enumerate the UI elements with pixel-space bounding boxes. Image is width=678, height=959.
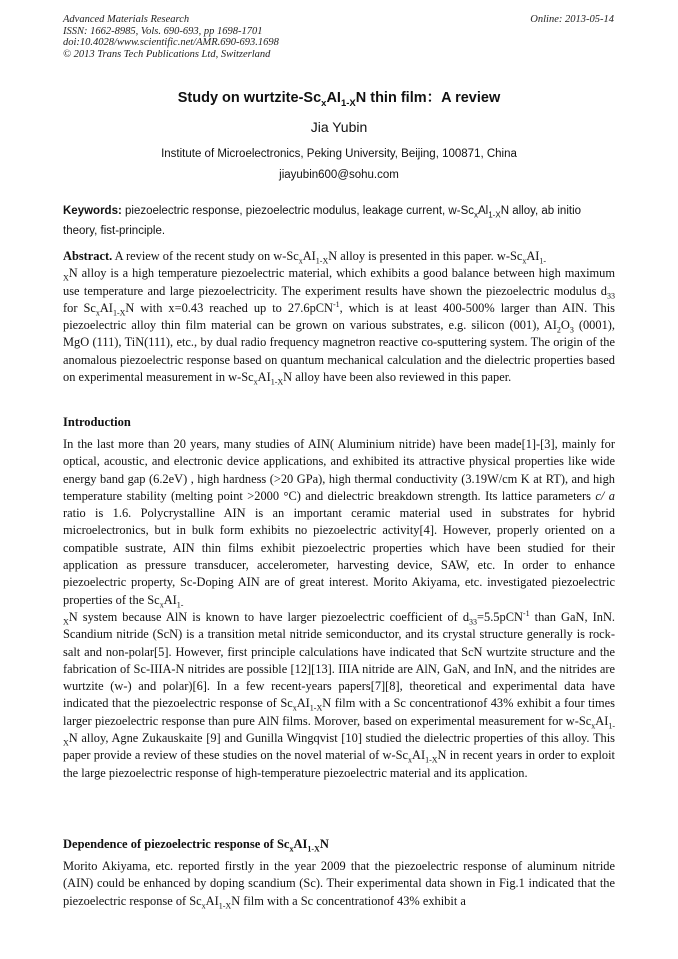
dependence-heading: Dependence of piezoelectric response of $Sc_xAI_{1-X}N$ (63, 837, 329, 854)
keywords-label: Keywords: (63, 205, 122, 217)
doi-line: doi:10.4028/www.scientific.net/AMR.690-693.1698 (63, 37, 279, 48)
copyright-line: © 2013 Trans Tech Publications Ltd, Switzerland (63, 48, 271, 60)
paper-title: Study on wurtzite-$Sc_xAI_{1-X}N$ thin film：A review (177, 90, 501, 109)
introduction-heading: Introduction (63, 415, 131, 429)
issn-line: ISSN: 1662-8985, Vols. 690-693, pp 1698-1701 (63, 25, 263, 37)
affiliation: Institute of Microelectronics, Peking University, Beijing, 100871, China (161, 148, 517, 160)
keywords: Keywords: piezoelectric response, piezoelectric modulus, leakage current, $w-Sc_xAl_{1-X}N$ alloy, ab initio theory, fist-principle. (63, 205, 582, 238)
author-email: jiayubin600@sohu.com (279, 169, 399, 181)
journal-name: Advanced Materials Research (63, 14, 190, 25)
dependence-text: Morito Akiyama, etc. reported firstly in the year 2009 that the piezoelectric response of aluminum nitride (AIN) could be enhanced by doping scandium (Sc). Their experimental data shown in Fig.1 indicated that the piezoelectric response of $Sc_xAI_{1-X}N$ film with a Sc concentrationof 43% exhibit a (63, 859, 615, 911)
abstract-label: Abstract. (63, 249, 113, 263)
online-date: Online: 2013-05-14 (530, 14, 614, 25)
abstract: Abstract. A review of the recent study on $w-Sc_xAI_{1-X}N$ alloy is presented in this paper. $w-Sc_xAI_{1-}$ $_X$N alloy is a high temperature piezoelectric material, which exhibits a good balance between high maximum use temperature and large piezoelectricity. The experiment results have shown the piezoelectric modulus $d_{33}$ for $Sc_xAI_{1-X}N$ with x=0.43 reached up to 27.6pCN$^{-1}$, which is at least 400-500% larger than AIN. This piezoelectric alloy thin film material can be grown on various substrates, e.g. silicon (001), $AI_2O_3$ (0001), MgO (111), TiN(111), etc., by dual radio frequency magnetron reactive co-sputtering system. The origin of the anomalous piezoelectric response based on quantum mechanical calculation and the dielectric properties based on experimental measurement in $w-Sc_xAI_{1-X}N$ alloy have been also reviewed in this paper. (63, 249, 615, 387)
author-name: Jia Yubin (310, 119, 368, 135)
journal-header (63, 14, 279, 60)
introduction-text: In the last more than 20 years, many studies of AIN( Aluminium nitride) have been made[1]-[3], mainly for optical, acoustic, and electronic device applications, and exhibited its attractive physical properties like wide energy band gap (6.2eV) , high hardness (>20 GPa), high thermal conductivity (3.19W/cm K at RT), and high temperature stability (melting point >2000 °C) and dielectric breakdown strength. Its lattice parameters c/ a ratio is 1.6. Polycrystalline AIN is an important ceramic material used in substrates for hybrid microelectronics, but in bulk form exhibits no piezoelectric activity[4]. However, properly oriented on a compatible sustrate, AIN thin films exhibit piezoelectric properties which have been studied for their application as pressure transducer, accelerometer, harvesting device, SAW, etc. In order to enhance piezoelectric property, Sc-Doping AIN are of great interest. Morito Akiyama, etc. investigated piezoelectric properties of the $Sc_xAI_{1-}$ $_X$N system because AlN is known to have larger piezoelectric coefficient of $d_{33}=5.5pCN^{-1}$ than GaN, InN. Scandium nitride (ScN) is a transition metal nitride semiconductor, and its crystal structure generally is rock-salt and non-polar[5]. However, first principle calculations have indicated that ScN wurtzite structure and the fabrication of Sc-IIIA-N nitrides are possible [12][13]. IIIA nitride are AlN, GaN, and InN, and the nitrides are wurtzite (w-) and polar)[6]. In a few recent-years papers[7][8], theoretical and experimental data have indicated that the piezoelectric response of $Sc_xAI_{1-X}N$ film with a Sc concentrationof 43% exhibit a four times larger piezoelectric response than pure AlN films. Morover, based on experimental measurement for $w-Sc_xAI_{1-X}N$ alloy, Agne Zukauskaite [9] and Gunilla Wingqvist [10] studied the dielectric properties of this alloy. This paper provide a review of these studies on the novel material of $w-Sc_xAI_{1-X}N$ in recent years in order to exploit the large piezoelectric response of high-temperature piezoelectric material and its application. (63, 437, 615, 780)
